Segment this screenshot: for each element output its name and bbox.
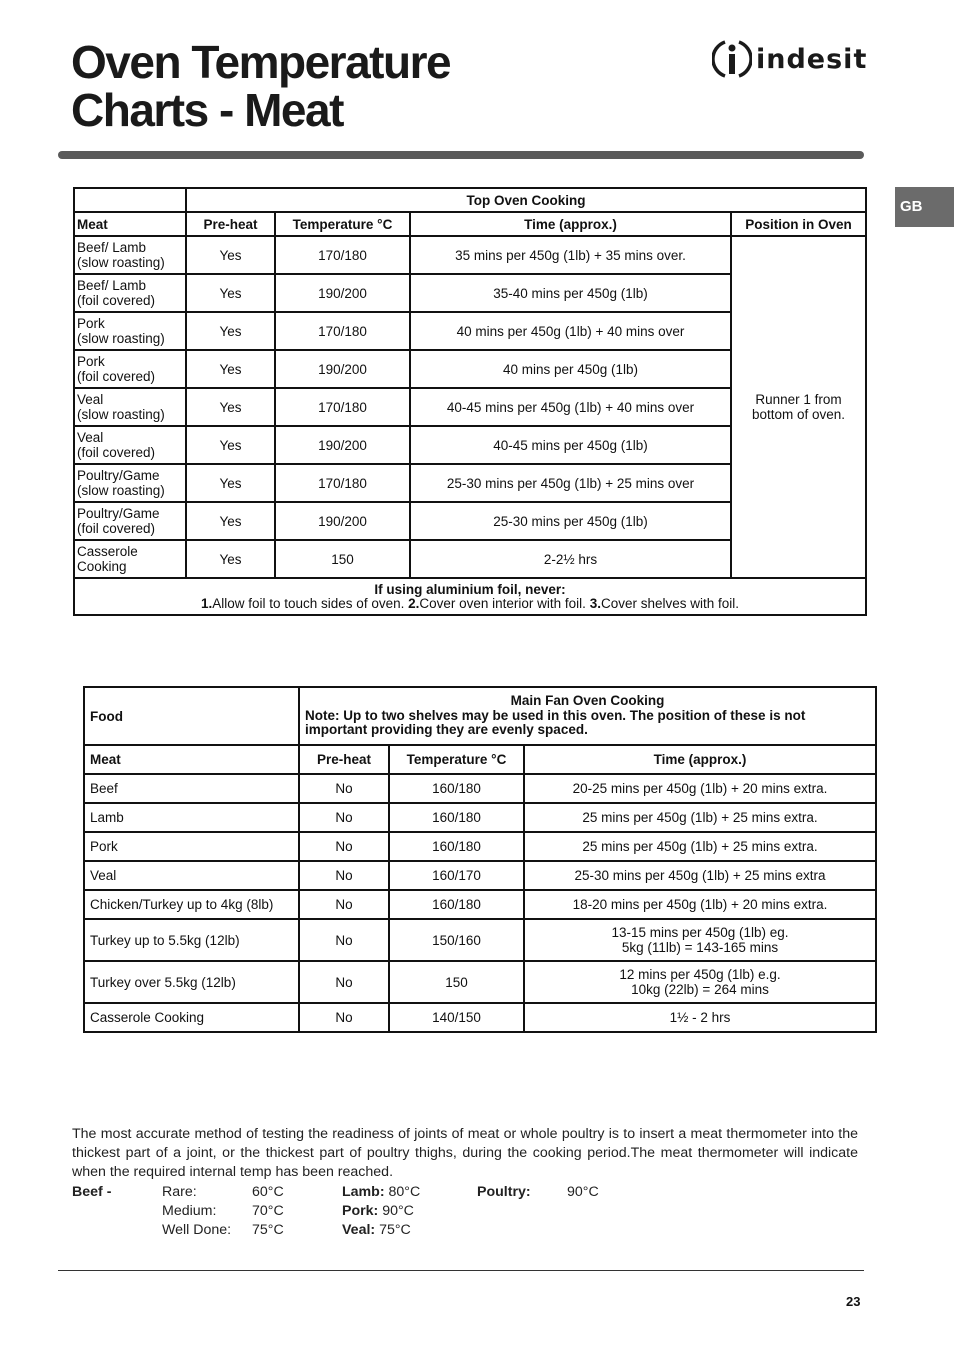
meat-name: Veal xyxy=(77,430,104,445)
temp-cell: 160/180 xyxy=(389,890,524,919)
time-cell xyxy=(524,961,876,1003)
table-row xyxy=(84,832,876,861)
table-row xyxy=(74,236,866,274)
fan-oven-table xyxy=(83,686,877,1033)
preheat-cell: No xyxy=(299,803,389,832)
footer-divider xyxy=(58,1270,864,1271)
medium-label: Medium: xyxy=(162,1203,217,1219)
foil-note xyxy=(74,578,866,615)
preheat-cell: No xyxy=(299,832,389,861)
table-row xyxy=(84,803,876,832)
meat-name: Casserole xyxy=(77,544,138,559)
preheat-cell: Yes xyxy=(186,540,275,578)
temp-cell: 170/180 xyxy=(275,388,410,426)
temp-cell: 160/170 xyxy=(389,861,524,890)
time-cell: 35-40 mins per 450g (1lb) xyxy=(410,274,731,312)
meat-cell: Casserole Cooking xyxy=(84,1003,299,1032)
thermometer-paragraph: The most accurate method of testing the readiness of joints of meat or whole poultry is to insert a meat thermometer into the thickest part of a joint, or the thickest part of poultry thighs, during the cooking period.The meat thermometer will indicate when the required internal temp has been reached. xyxy=(72,1126,858,1180)
welldone-label: Well Done: xyxy=(162,1222,232,1238)
time-cell: 1½ - 2 hrs xyxy=(524,1003,876,1032)
meat-name: Veal xyxy=(77,392,104,407)
foil-note-text: Cover oven interior with foil. xyxy=(419,595,590,611)
preheat-cell: No xyxy=(299,774,389,803)
title-divider xyxy=(58,151,864,159)
preheat-cell: No xyxy=(299,961,389,1003)
time-cell: 25-30 mins per 450g (1lb) + 25 mins over xyxy=(410,464,731,502)
time-cell: 25 mins per 450g (1lb) + 25 mins extra. xyxy=(524,803,876,832)
preheat-cell: Yes xyxy=(186,502,275,540)
meat-name: Poultry/Game xyxy=(77,468,160,483)
time-line: 5kg (11lb) = 143-165 mins xyxy=(621,940,779,955)
foil-note-heading: If using aluminium foil, never: xyxy=(374,581,566,597)
preheat-cell: No xyxy=(299,890,389,919)
welldone-temp: 75°C xyxy=(252,1222,284,1238)
time-cell: 25-30 mins per 450g (1lb) + 25 mins extra xyxy=(524,861,876,890)
poultry-label: Poultry: xyxy=(477,1184,531,1200)
meat-cell: Veal xyxy=(84,861,299,890)
header-position: Position in Oven xyxy=(731,212,866,236)
temp-cell: 160/180 xyxy=(389,803,524,832)
column-headers xyxy=(74,212,866,236)
table-row xyxy=(84,774,876,803)
foil-note-number: 3. xyxy=(589,595,601,611)
top-oven-table xyxy=(73,187,867,616)
time-cell: 25-30 mins per 450g (1lb) xyxy=(410,502,731,540)
page-number: 23 xyxy=(846,1294,861,1309)
header-meat: Meat xyxy=(84,745,299,774)
time-cell xyxy=(524,919,876,961)
foil-note-row xyxy=(74,578,866,615)
brand-mark-icon xyxy=(712,38,752,80)
meat-method: (foil covered) xyxy=(77,293,156,308)
foil-note-text: Allow foil to touch sides of oven. xyxy=(212,595,409,611)
meat-cell: Turkey over 5.5kg (12lb) xyxy=(84,961,299,1003)
rare-temp: 60°C xyxy=(252,1184,284,1200)
time-cell: 40-45 mins per 450g (1lb) + 40 mins over xyxy=(410,388,731,426)
preheat-cell: Yes xyxy=(186,236,275,274)
meat-method: (foil covered) xyxy=(77,521,156,536)
poultry-temp: 90°C xyxy=(567,1184,599,1200)
meat-name: Poultry/Game xyxy=(77,506,160,521)
position-text: Runner 1 from bottom of oven. xyxy=(751,392,846,422)
page-title xyxy=(71,38,450,134)
time-line: 12 mins per 450g (1lb) e.g. xyxy=(619,967,781,982)
time-cell: 2-2½ hrs xyxy=(410,540,731,578)
time-cell: 40-45 mins per 450g (1lb) xyxy=(410,426,731,464)
beef-label: Beef - xyxy=(72,1184,112,1200)
preheat-cell: Yes xyxy=(186,312,275,350)
meat-method: (slow roasting) xyxy=(77,255,165,270)
table-row xyxy=(84,1003,876,1032)
foil-note-number: 2. xyxy=(408,595,420,611)
time-cell: 18-20 mins per 450g (1lb) + 20 mins extra. xyxy=(524,890,876,919)
temp-cell: 170/180 xyxy=(275,236,410,274)
temp-cell: 190/200 xyxy=(275,502,410,540)
header-food: Food xyxy=(84,687,299,745)
time-cell: 40 mins per 450g (1lb) + 40 mins over xyxy=(410,312,731,350)
lamb-label: Lamb: xyxy=(342,1184,385,1200)
meat-name: Beef/ Lamb xyxy=(77,240,147,255)
header-temperature: Temperature °C xyxy=(275,212,410,236)
preheat-cell: Yes xyxy=(186,350,275,388)
language-tab: GB xyxy=(895,187,954,227)
time-cell: 40 mins per 450g (1lb) xyxy=(410,350,731,388)
header-time: Time (approx.) xyxy=(410,212,731,236)
meat-cell: Turkey up to 5.5kg (12lb) xyxy=(84,919,299,961)
table-row xyxy=(84,919,876,961)
preheat-cell: No xyxy=(299,861,389,890)
preheat-cell: Yes xyxy=(186,464,275,502)
preheat-cell: Yes xyxy=(186,388,275,426)
temp-cell: 190/200 xyxy=(275,274,410,312)
page-title-line1: Oven Temperature xyxy=(71,36,451,88)
header-preheat: Pre-heat xyxy=(186,212,275,236)
temp-cell: 160/180 xyxy=(389,832,524,861)
meat-name: Pork xyxy=(77,316,105,331)
meat-method: (foil covered) xyxy=(77,369,156,384)
temp-cell: 160/180 xyxy=(389,774,524,803)
meat-method: (slow roasting) xyxy=(77,483,165,498)
header-time: Time (approx.) xyxy=(524,745,876,774)
time-cell: 20-25 mins per 450g (1lb) + 20 mins extra. xyxy=(524,774,876,803)
temp-cell: 170/180 xyxy=(275,312,410,350)
time-line: 13-15 mins per 450g (1lb) eg. xyxy=(611,925,789,940)
preheat-cell: No xyxy=(299,919,389,961)
meat-name: Pork xyxy=(77,354,105,369)
top-oven-heading: Top Oven Cooking xyxy=(186,188,866,212)
meat-cell: Pork xyxy=(84,832,299,861)
position-cell xyxy=(731,236,866,578)
header-temperature: Temperature °C xyxy=(389,745,524,774)
fan-oven-title: Main Fan Oven Cooking xyxy=(510,693,665,709)
page-title-line2: Charts - Meat xyxy=(71,84,343,136)
header-meat: Meat xyxy=(74,212,186,236)
fan-oven-note: Note: Up to two shelves may be used in this oven. The position of these is not important providing they are evenly spaced. xyxy=(305,707,806,738)
meat-cell: Lamb xyxy=(84,803,299,832)
veal-label: Veal: xyxy=(342,1222,376,1238)
foil-note-number: 1. xyxy=(200,595,213,611)
medium-temp: 70°C xyxy=(252,1203,284,1219)
column-headers xyxy=(84,745,876,774)
temp-cell: 170/180 xyxy=(275,464,410,502)
fan-oven-heading xyxy=(299,687,876,745)
preheat-cell: Yes xyxy=(186,426,275,464)
meat-method: Cooking xyxy=(77,559,127,574)
brand-name: indesit xyxy=(756,43,868,75)
time-cell: 25 mins per 450g (1lb) + 25 mins extra. xyxy=(524,832,876,861)
preheat-cell: No xyxy=(299,1003,389,1032)
blank-cell xyxy=(74,188,186,212)
brand-logo xyxy=(712,38,867,80)
time-cell: 35 mins per 450g (1lb) + 35 mins over. xyxy=(410,236,731,274)
temp-cell: 140/150 xyxy=(389,1003,524,1032)
temp-cell: 190/200 xyxy=(275,350,410,388)
meat-cell: Chicken/Turkey up to 4kg (8lb) xyxy=(84,890,299,919)
temp-cell: 150 xyxy=(389,961,524,1003)
meat-cell: Beef xyxy=(84,774,299,803)
table-row xyxy=(84,861,876,890)
meat-name: Beef/ Lamb xyxy=(77,278,147,293)
table-row xyxy=(84,890,876,919)
lamb-temp: 80°C xyxy=(384,1184,421,1200)
temp-cell: 190/200 xyxy=(275,426,410,464)
veal-temp: 75°C xyxy=(375,1222,411,1238)
meat-method: (slow roasting) xyxy=(77,331,165,346)
foil-note-text: Cover shelves with foil. xyxy=(600,595,740,611)
pork-label: Pork: xyxy=(342,1203,379,1219)
pork-temp: 90°C xyxy=(378,1203,414,1219)
temp-cell: 150 xyxy=(275,540,410,578)
meat-method: (foil covered) xyxy=(77,445,156,460)
meat-method: (slow roasting) xyxy=(77,407,165,422)
temp-cell: 150/160 xyxy=(389,919,524,961)
time-line: 10kg (22lb) = 264 mins xyxy=(631,982,769,997)
preheat-cell: Yes xyxy=(186,274,275,312)
rare-label: Rare: xyxy=(162,1184,197,1200)
header-preheat: Pre-heat xyxy=(299,745,389,774)
table-row xyxy=(84,961,876,1003)
